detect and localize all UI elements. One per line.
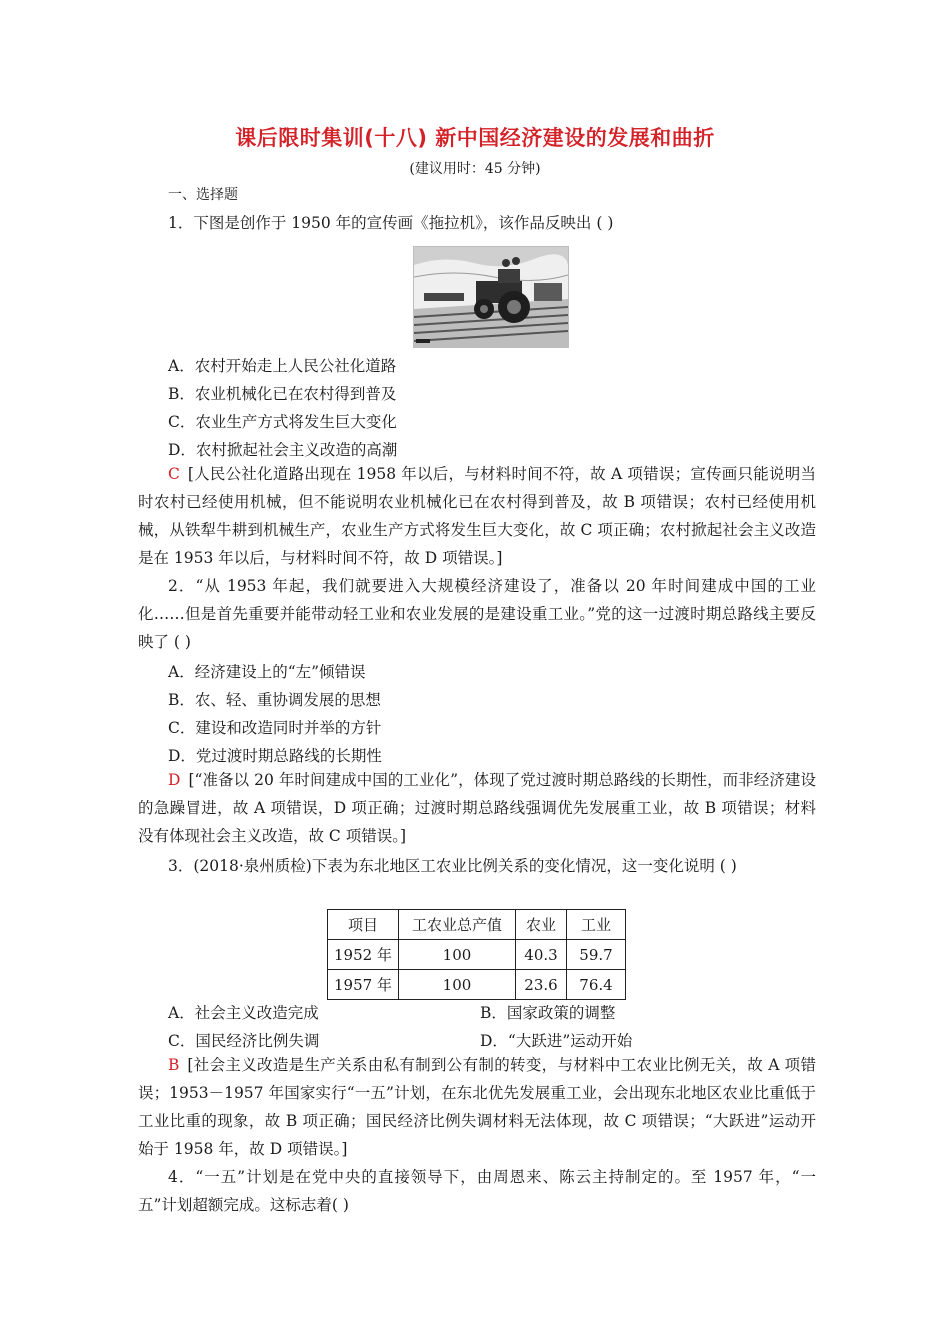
table-cell: 23.6 [516,970,567,1000]
table-row [328,970,626,1000]
q1-explanation: [人民公社化道路出现在 1958 年以后，与材料时间不符，故 A 项错误；宣传画只能说明当时农村已经使用机械，但不能说明农业机械化已在农村得到普及，故 B 项错误；农村已经使用机械，从铁犁牛耕到机械生产，农业生产方式将发生巨大变化，故 C 项正确；农村掀起社会主义改造是在 1953 年以后，与材料时间不符，故 D 项错误。] [138,465,816,567]
q3-explanation: [社会主义改造是生产关系由私有制到公有制的转变，与材料中工农业比例无关，故 A 项错误；1953－1957 年国家实行“一五”计划，在东北优先发展重工业，会出现东北地区农业比重低于工业比重的现象，故 B 项正确；国民经济比例失调材料无法体现，故 C 项错误；“大跃进”运动开始于 1958 年，故 D 项错误。] [138,1056,816,1158]
q3-option-a: A．社会主义改造完成 [168,1004,319,1022]
q2-answer: D [168,771,181,789]
q3-stem: 3．(2018·泉州质检)下表为东北地区工农业比例关系的变化情况，这一变化说明 ( ) [168,857,737,875]
q3-explanation-block [138,1051,816,1163]
table-header-row [328,910,626,940]
q1-option-c: C．农业生产方式将发生巨大变化 [168,413,397,431]
q2-option-a: A．经济建设上的“左”倾错误 [168,663,366,681]
q3-option-b: B．国家政策的调整 [480,1004,616,1022]
q2-explanation: [“准备以 20 年时间建成中国的工业化”，体现了党过渡时期总路线的长期性，而非经济建设的急躁冒进，故 A 项错误，D 项正确；过渡时期总路线强调优先发展重工业，故 B 项错误；材料没有体现社会主义改造，故 C 项错误。] [138,771,816,845]
page-title: 课后限时集训(十八) 新中国经济建设的发展和曲折 [235,126,715,150]
page-subtitle: (建议用时：45 分钟) [409,161,541,177]
q2-stem: 2．“从 1953 年起，我们就要进入大规模经济建设了，准备以 20 年时间建成中国的工业化……但是首先重要并能带动轻工业和农业发展的是建设重工业。”党的这一过渡时期总路线主要反映了 ( ) [138,577,816,651]
table-header-cell: 工农业总产值 [399,910,516,940]
q3-data-table [327,909,626,1000]
table-header-cell: 农业 [516,910,567,940]
q2-option-b: B．农、轻、重协调发展的思想 [168,691,381,709]
q1-answer: C [168,465,180,483]
q2-option-c: C．建设和改造同时并举的方针 [168,719,382,737]
tractor-illustration [414,247,568,347]
tractor-image [413,246,569,348]
q3-answer: B [168,1056,180,1074]
table-cell: 100 [399,940,516,970]
q3-option-d: D．“大跃进”运动开始 [480,1032,633,1050]
q3-option-c: C．国民经济比例失调 [168,1032,320,1050]
q2-option-d: D．党过渡时期总路线的长期性 [168,747,382,765]
table-cell: 1952 年 [328,940,399,970]
table-header-cell: 项目 [328,910,399,940]
table-cell: 1957 年 [328,970,399,1000]
q1-option-b: B．农业机械化已在农村得到普及 [168,385,397,403]
q1-option-a: A．农村开始走上人民公社化道路 [168,357,397,375]
table-cell: 40.3 [516,940,567,970]
table-row [328,940,626,970]
table-cell: 100 [399,970,516,1000]
q1-explanation-block [138,460,816,572]
q1-option-d: D．农村掀起社会主义改造的高潮 [168,441,398,459]
table-header-cell: 工业 [567,910,626,940]
q4-stem: 4．“一五”计划是在党中央的直接领导下，由周恩来、陈云主持制定的。至 1957 年，“一五”计划超额完成。这标志着( ) [138,1168,816,1214]
q2-explanation-block [138,766,816,850]
q1-stem: 1．下图是创作于 1950 年的宣传画《拖拉机》，该作品反映出 ( ) [168,214,614,232]
table-cell: 76.4 [567,970,626,1000]
section-label: 一、选择题 [168,187,238,203]
table-cell: 59.7 [567,940,626,970]
